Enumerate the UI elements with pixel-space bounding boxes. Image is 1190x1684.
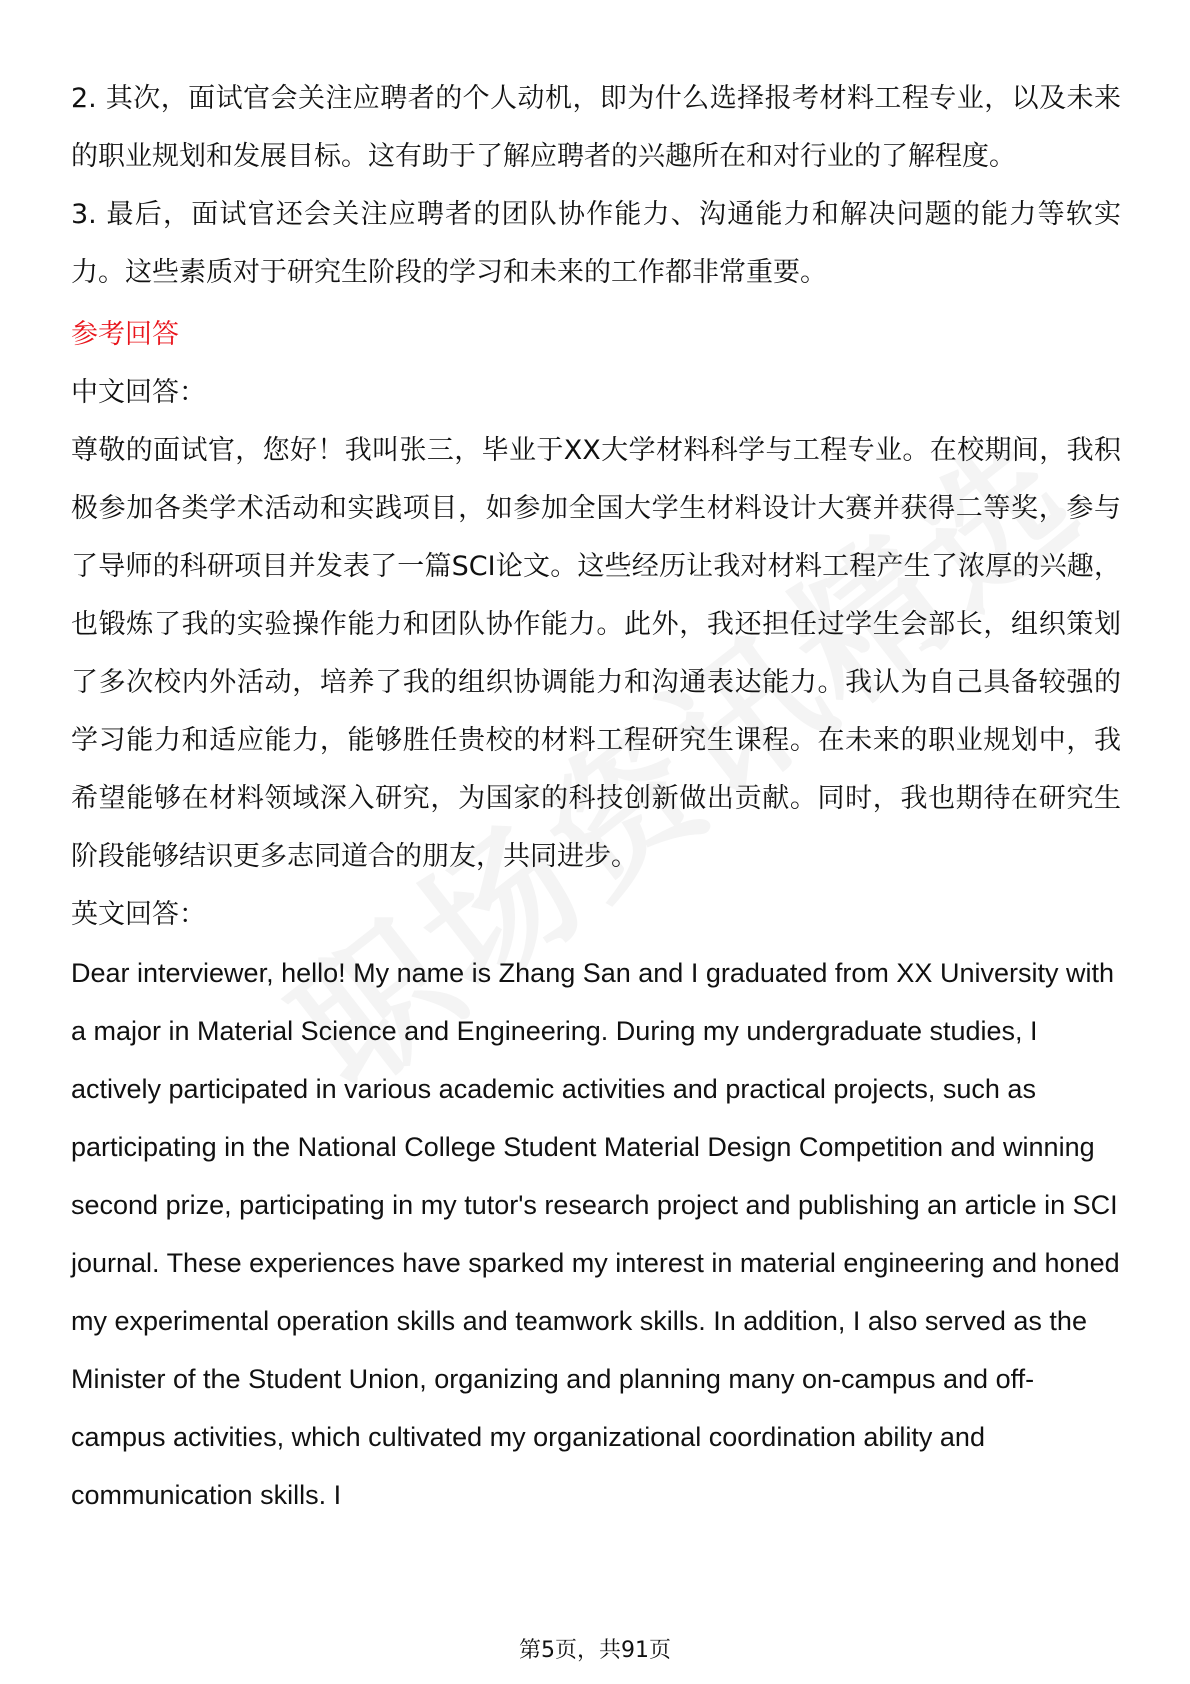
page-number-footer: 第5页，共91页 [519, 1638, 671, 1663]
english-answer-text: Dear interviewer, hello! My name is Zhang San and I graduated from XX University with a major in Material Science and Engineering. During my undergraduate studies, I actively participated in various academic activities and practical projects, such as participating in the National College Student Material Design Competition and winning second prize, participating in my tutor's research project and publishing an article in SCI journal. These experiences have sparked my interest in material engineering and honed my experimental operation skills and teamwork skills. In addition, I also served as the Minister of the Student Union, organizing and planning many on-campus and off-campus activities, which cultivated my organizational coordination ability and communication skills. I [71, 958, 1120, 1510]
paragraph-point-2: 2. 其次，面试官会关注应聘者的个人动机，即为什么选择报考材料工程专业，以及未来的职业规划和发展目标。这有助于了解应聘者的兴趣所在和对行业的了解程度。 [71, 83, 1121, 172]
english-answer-label: 英文回答： [71, 899, 206, 930]
paragraph-point-3: 3. 最后，面试官还会关注应聘者的团队协作能力、沟通能力和解决问题的能力等软实力。这些素质对于研究生阶段的学习和未来的工作都非常重要。 [71, 199, 1121, 288]
reference-heading: 参考回答 [71, 319, 179, 350]
chinese-answer-text: 尊敬的面试官，您好！我叫张三，毕业于XX大学材料科学与工程专业。在校期间，我积极参加各类学术活动和实践项目，如参加全国大学生材料设计大赛并获得二等奖，参与了导师的科研项目并发表了一篇SCI论文。这些经历让我对材料工程产生了浓厚的兴趣，也锻炼了我的实验操作能力和团队协作能力。此外，我还担任过学生会部长，组织策划了多次校内外活动，培养了我的组织协调能力和沟通表达能力。我认为自己具备较强的学习能力和适应能力，能够胜任贵校的材料工程研究生课程。在未来的职业规划中，我希望能够在材料领域深入研究，为国家的科技创新做出贡献。同时，我也期待在研究生阶段能够结识更多志同道合的朋友，共同进步。 [71, 435, 1121, 872]
page-content [71, 70, 1121, 1524]
chinese-answer-label: 中文回答： [71, 377, 206, 408]
